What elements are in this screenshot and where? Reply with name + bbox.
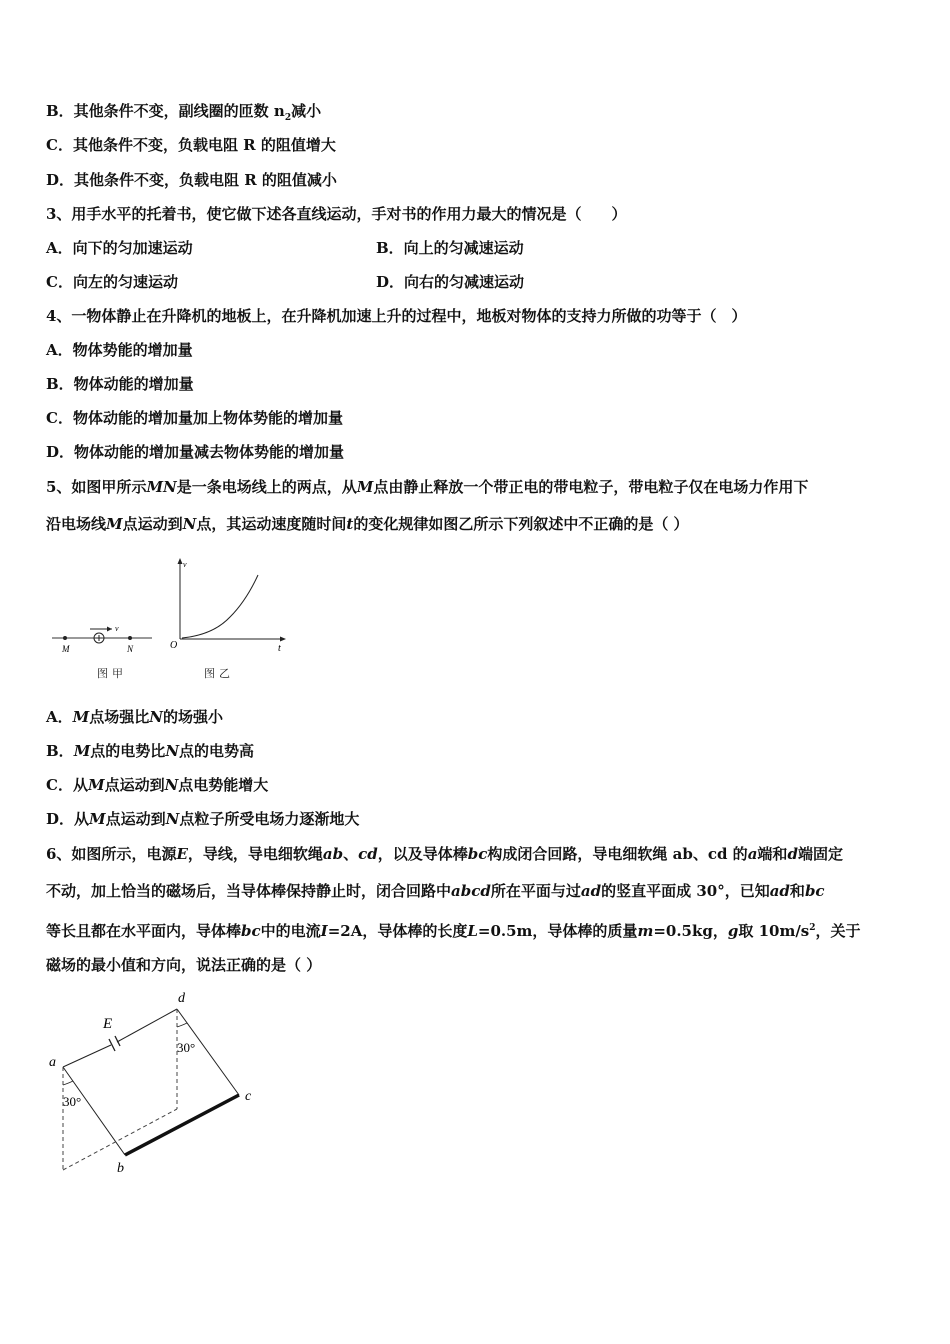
q6-stem-line1: 6、如图所示，电源E，导线，导电细软绳ab、cd，以及导体棒bc构成闭合回路，导电细软绳 ab、cd 的a端和d端固定 <box>46 845 843 863</box>
q2-option-c: C．其他条件不变，负载电阻 R 的阻值增大 <box>46 136 336 154</box>
q6-stem-line3: 等长且都在水平面内，导体棒bc中的电流I=2A，导体棒的长度L=0.5m，导体棒的质量m=0.5kg，g取 $10m/s^2$，关于 <box>46 922 861 940</box>
q2-option-b: B．其他条件不变，副线圈的匝数 $n_2$减小 <box>46 102 322 123</box>
q6-fig-label-e: E <box>103 1016 113 1032</box>
q5-caption-left: 图甲 <box>97 667 127 680</box>
q5-fig-right-o: O <box>170 640 178 651</box>
q5-figure-right <box>168 555 298 655</box>
q3-option-c: C．向左的匀速运动 <box>46 273 178 291</box>
q6-fig-label-a: a <box>49 1055 56 1070</box>
q6-stem-line4: 磁场的最小值和方向，说法正确的是（ ） <box>46 956 322 974</box>
q6-conductor-bc <box>125 1095 239 1155</box>
q5-fig-left-n: N <box>127 644 134 654</box>
q5-option-a: A．M点场强比N的场强小 <box>46 708 223 726</box>
q5-option-d: D．从M点运动到N点粒子所受电场力逐渐地大 <box>46 810 360 828</box>
q5-fig-right-t: t <box>278 643 281 654</box>
q5-figure-left <box>50 620 160 660</box>
q5-caption-right: 图乙 <box>204 667 234 680</box>
q6-stem-line2: 不动，加上恰当的磁场后，当导体棒保持静止时，闭合回路中abcd所在平面与过ad的竖直平面成 30°，已知ad和bc <box>46 882 825 900</box>
q4-option-b: B．物体动能的增加量 <box>46 375 194 393</box>
q3-stem: 3、用手水平的托着书，使它做下述各直线运动，手对书的作用力最大的情况是（ ） <box>46 205 627 223</box>
q5-velocity-curve <box>182 575 258 638</box>
q4-option-d: D．物体动能的增加量减去物体势能的增加量 <box>46 443 345 461</box>
q5-stem-line2: 沿电场线M点运动到N点，其运动速度随时间t的变化规律如图乙所示下列叙述中不正确的是（ ） <box>46 515 689 533</box>
q5-option-c: C．从M点运动到N点电势能增大 <box>46 776 269 794</box>
q2-option-d: D．其他条件不变，负载电阻 R 的阻值减小 <box>46 171 337 189</box>
q6-fig-angle-a: 30° <box>63 1094 82 1109</box>
q6-fig-label-c: c <box>245 1089 252 1104</box>
q6-fig-angle-d: 30° <box>177 1040 196 1055</box>
q4-stem: 4、一物体静止在升降机的地板上，在升降机加速上升的过程中，地板对物体的支持力所做的功等于（ ） <box>46 307 747 325</box>
q6-fig-label-b: b <box>117 1161 124 1176</box>
q5-fig-left-m: M <box>62 644 70 654</box>
q5-stem-line1: 5、如图甲所示MN是一条电场线上的两点，从M点由静止释放一个带正电的带电粒子，带电粒子仅在电场力作用下 <box>46 478 809 496</box>
q4-option-a: A．物体势能的增加量 <box>46 341 193 359</box>
q3-option-b: B．向上的匀减速运动 <box>376 239 524 257</box>
q5-fig-left-v: v <box>115 624 119 633</box>
q5-option-b: B．M点的电势比N点的电势高 <box>46 742 255 760</box>
q3-option-d: D．向右的匀减速运动 <box>376 273 525 291</box>
q6-fig-label-d: d <box>178 991 185 1006</box>
q3-option-a: A．向下的匀加速运动 <box>46 239 193 257</box>
q5-fig-right-v: v <box>183 560 187 569</box>
q6-figure <box>45 988 275 1178</box>
q4-option-c: C．物体动能的增加量加上物体势能的增加量 <box>46 409 343 427</box>
